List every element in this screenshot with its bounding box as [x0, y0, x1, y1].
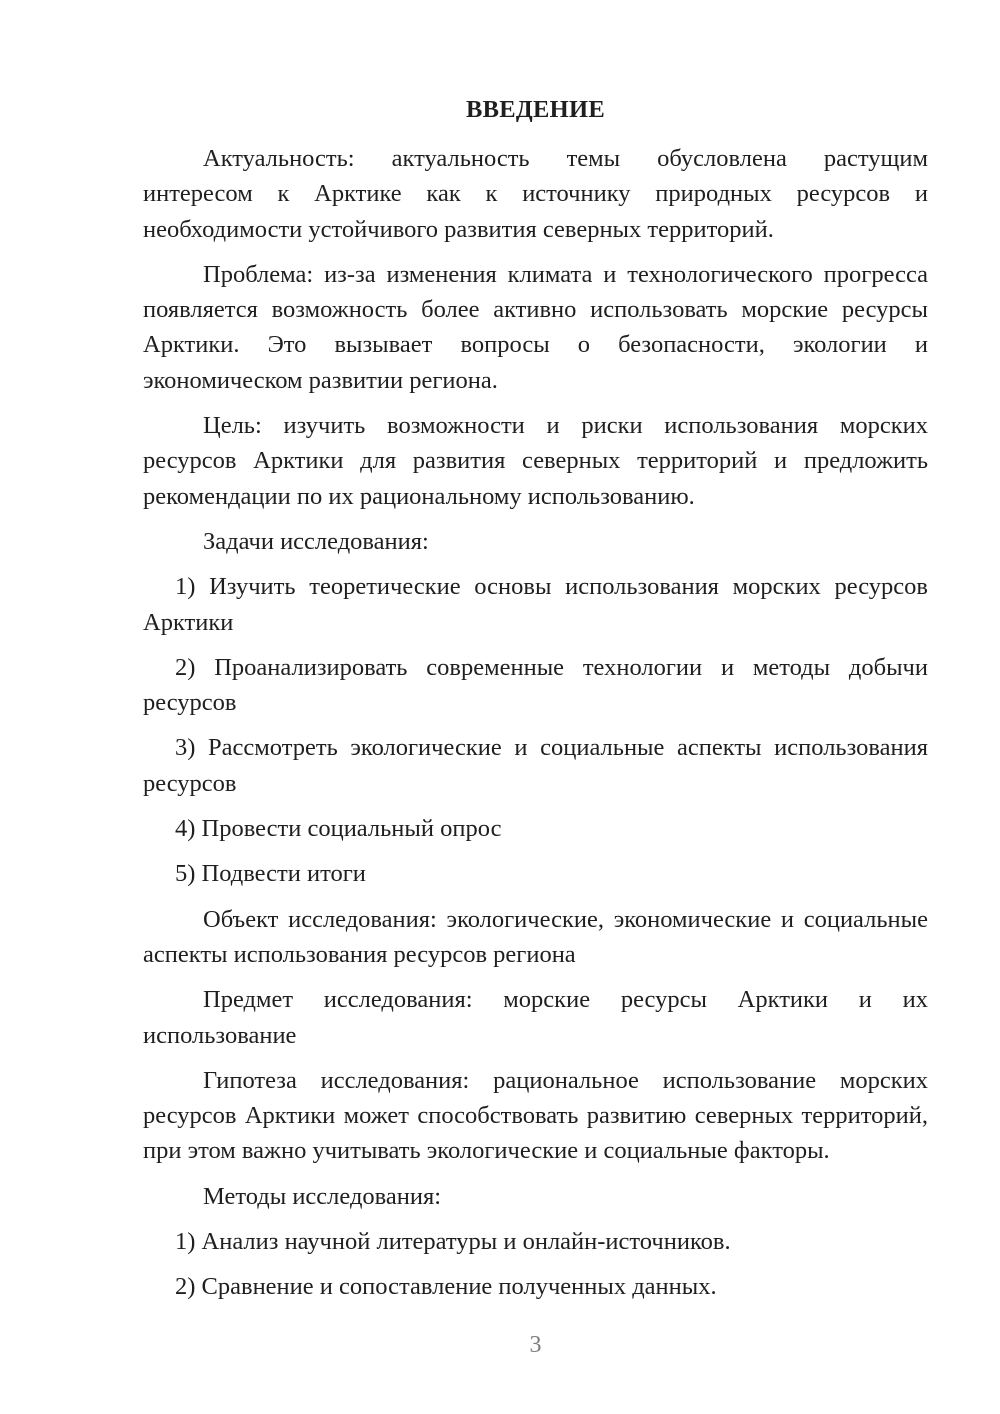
paragraph-goal [143, 408, 928, 514]
text-line: 2) Сравнение и сопоставление полученных данных. [175, 1273, 717, 1301]
text-line: Объект исследования: экологические, экономические и социальные [203, 905, 928, 933]
text-line: Актуальность: актуальность темы обусловлена растущим [203, 145, 928, 172]
paragraph-subject [143, 982, 928, 1053]
text-line: Предмет исследования: морские ресурсы Арктики и их [203, 986, 928, 1014]
text-line: 5) Подвести итоги [175, 860, 366, 888]
text-line: экономическом развитии региона. [143, 366, 498, 394]
text-line: появляется возможность более активно использовать морские ресурсы [143, 296, 928, 324]
text-line: 4) Провести социальный опрос [175, 815, 502, 843]
text-line: 2) Проанализировать современные технологии и методы добычи [175, 653, 928, 681]
task-item-3 [143, 730, 928, 801]
text-line: ресурсов Арктики для развития северных территорий и предложить [143, 447, 928, 475]
text-line: ресурсов Арктики может способствовать развитию северных территорий, [143, 1102, 928, 1130]
text-line: при этом важно учитывать экологические и социальные факторы. [143, 1137, 830, 1165]
text-line: Арктики [143, 608, 234, 636]
text-line: Гипотеза исследования: рациональное использование морских [203, 1066, 928, 1094]
section-title: ВВЕДЕНИЕ [465, 96, 606, 123]
text-line: Задачи исследования: [203, 527, 429, 555]
method-item-2 [143, 1269, 928, 1304]
paragraph-problem [143, 257, 928, 398]
text-line: рекомендации по их рациональному использованию. [143, 482, 695, 510]
tasks-heading [143, 524, 928, 559]
text-line: Методы исследования: [203, 1182, 442, 1210]
text-line: интересом к Арктике как к источнику природных ресурсов и [143, 180, 928, 208]
text-line: Цель: изучить возможности и риски использования морских [203, 412, 928, 440]
text-line: 1) Анализ научной литературы и онлайн-источников. [175, 1228, 731, 1256]
paragraph-object [143, 902, 928, 973]
task-item-5 [143, 856, 928, 891]
text-line: Проблема: из-за изменения климата и технологического прогресса [203, 260, 928, 288]
text-line: 3) Рассмотреть экологические и социальные аспекты использования [175, 734, 928, 762]
task-item-2 [143, 650, 928, 721]
text-line: 1) Изучить теоретические основы использования морских ресурсов [175, 573, 928, 601]
text-line: ресурсов [143, 769, 237, 797]
page-number: 3 [529, 1332, 542, 1358]
text-line: аспекты использования ресурсов региона [143, 940, 576, 968]
text-line: ресурсов [143, 689, 237, 717]
paragraph-hypothesis [143, 1063, 928, 1169]
task-item-4 [143, 811, 928, 846]
page-body [143, 141, 928, 1315]
text-line: Арктики. Это вызывает вопросы о безопасности, экологии и [143, 331, 928, 359]
methods-heading [143, 1179, 928, 1214]
task-item-1 [143, 569, 928, 640]
method-item-1 [143, 1224, 928, 1259]
paragraph-relevance [143, 141, 928, 247]
text-line: необходимости устойчивого развития северных территорий. [143, 215, 774, 243]
text-line: использование [143, 1021, 297, 1049]
